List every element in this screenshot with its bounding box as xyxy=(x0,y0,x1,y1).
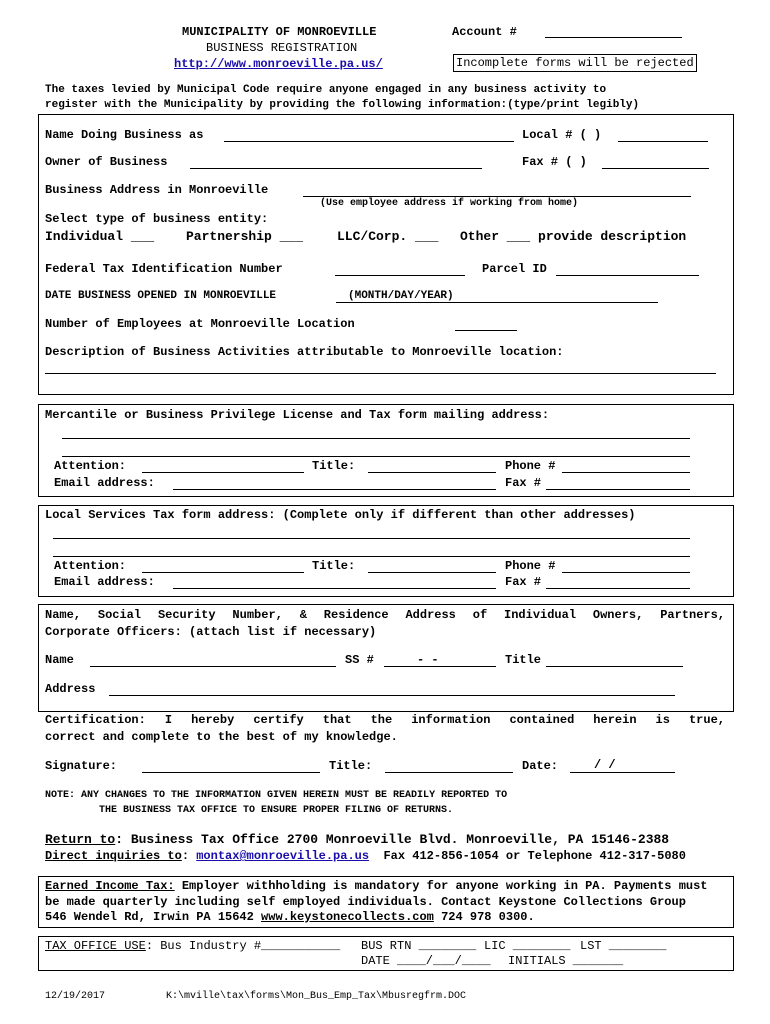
entity-individual-option[interactable]: Individual ___ xyxy=(45,229,155,244)
local-services-line-1[interactable] xyxy=(53,538,690,539)
fed-tax-id-label: Federal Tax Identification Number xyxy=(45,262,283,276)
owner-label: Owner of Business xyxy=(45,155,168,169)
title-label: Title: xyxy=(312,559,356,573)
attention-label: Attention: xyxy=(54,559,127,573)
owners-heading-line-1: Name, Social Security Number, & Residence Address of Individual Owners, Partners, xyxy=(45,608,725,622)
eit-line-3-phone: 724 978 0300. xyxy=(433,910,535,924)
entity-type-label: Select type of business entity: xyxy=(45,212,269,226)
employees-field[interactable] xyxy=(455,330,517,331)
owners-heading-line-2: Corporate Officers: (attach list if necessary) xyxy=(45,625,377,639)
return-to-address: : Business Tax Office 2700 Monroeville Blvd. Monroeville, PA 15146-2388 xyxy=(115,832,670,847)
ssn-label: SS # xyxy=(345,653,374,667)
cert-title-label: Title: xyxy=(329,759,373,773)
office-use-bus-rtn: BUS RTN ________ xyxy=(361,939,477,953)
note-line-2: THE BUSINESS TAX OFFICE TO ENSURE PROPER FILING OF RETURNS. xyxy=(99,805,454,816)
inquiries-contact: Fax 412-856-1054 or Telephone 412-317-5080 xyxy=(383,849,686,863)
date-opened-field[interactable] xyxy=(336,302,658,303)
account-field[interactable] xyxy=(545,37,682,38)
mailing-address-line-1[interactable] xyxy=(62,438,690,439)
eit-website-link[interactable]: www.keystonecollects.com xyxy=(261,910,434,924)
address-hint: (Use employee address if working from home) xyxy=(320,198,579,209)
attention-label: Attention: xyxy=(54,459,127,473)
ssn-field[interactable] xyxy=(384,666,496,667)
municipality-url-link[interactable]: http://www.monroeville.pa.us/ xyxy=(174,57,383,71)
eit-line-3 xyxy=(45,910,535,924)
email-field[interactable] xyxy=(173,588,496,589)
eit-line-3-address: 546 Wendel Rd, Irwin PA 15642 xyxy=(45,910,262,924)
eit-label: Earned Income Tax: xyxy=(45,879,175,893)
mailing-address-line-2[interactable] xyxy=(62,456,690,457)
phone-label: Phone # xyxy=(505,559,556,573)
employees-label: Number of Employees at Monroeville Location xyxy=(45,317,355,331)
description-label: Description of Business Activities attributable to Monroeville location: xyxy=(45,345,564,359)
owner-name-field[interactable] xyxy=(90,666,336,667)
email-label: Email address: xyxy=(54,575,155,589)
fax-label: Fax # xyxy=(505,476,542,490)
office-use-initials: INITIALS _______ xyxy=(508,954,624,968)
inquiries-label: Direct inquiries to xyxy=(45,849,182,863)
office-use-label: TAX OFFICE USE xyxy=(45,939,146,953)
entity-partnership-option[interactable]: Partnership ___ xyxy=(186,229,304,244)
email-field[interactable] xyxy=(173,489,496,490)
owner-title-label: Title xyxy=(505,653,542,667)
date-format-hint: (MONTH/DAY/YEAR) xyxy=(348,290,454,302)
entity-other-option[interactable]: Other ___ provide description xyxy=(460,229,687,244)
office-use-lst: LST ________ xyxy=(580,939,667,953)
business-address-label: Business Address in Monroeville xyxy=(45,183,269,197)
parcel-id-label: Parcel ID xyxy=(482,262,547,276)
email-label: Email address: xyxy=(54,476,155,490)
cert-title-field[interactable] xyxy=(385,772,513,773)
local-services-heading: Local Services Tax form address: (Complete only if different than other addresses) xyxy=(45,508,636,522)
owner-field[interactable] xyxy=(190,168,482,169)
date-opened-label: DATE BUSINESS OPENED IN MONROEVILLE xyxy=(45,290,277,302)
inquiries-email-link[interactable]: montax@monroeville.pa.us xyxy=(196,849,370,863)
fax-label: Fax # xyxy=(505,575,542,589)
eit-line-1 xyxy=(45,879,708,893)
return-to-line xyxy=(45,832,669,847)
attention-field[interactable] xyxy=(142,572,304,573)
local-phone-field[interactable] xyxy=(618,141,708,142)
incomplete-warning: Incomplete forms will be rejected xyxy=(453,54,697,72)
local-phone-label: Local # ( ) xyxy=(522,128,602,142)
intro-line-2: register with the Municipality by providing the following information:(type/print legibly) xyxy=(45,99,640,111)
inquiries-line xyxy=(45,849,686,863)
certification-line-2: correct and complete to the best of my knowledge. xyxy=(45,730,398,744)
phone-field[interactable] xyxy=(562,572,690,573)
eit-line-2: be made quarterly including self employed individuals. Contact Keystone Collections Group xyxy=(45,895,686,909)
name-doing-business-field[interactable] xyxy=(224,141,514,142)
certification-line-1: Certification: I hereby certify that the information contained herein is true, xyxy=(45,713,725,727)
eit-line-1-text: Employer withholding is mandatory for anyone working in PA. Payments must xyxy=(174,879,708,893)
entity-llc-option[interactable]: LLC/Corp. ___ xyxy=(337,229,439,244)
phone-field[interactable] xyxy=(562,472,690,473)
name-doing-business-label: Name Doing Business as xyxy=(45,128,204,142)
cert-date-label: Date: xyxy=(522,759,559,773)
office-use-date: DATE ____/___/____ xyxy=(361,954,491,968)
local-services-line-2[interactable] xyxy=(53,556,690,557)
fax-label: Fax # ( ) xyxy=(522,155,587,169)
footer-file-path: K:\mville\tax\forms\Mon_Bus_Emp_Tax\Mbusregfrm.DOC xyxy=(166,991,467,1002)
owner-address-label: Address xyxy=(45,682,96,696)
form-subtitle: BUSINESS REGISTRATION xyxy=(206,41,358,55)
title-field[interactable] xyxy=(368,572,496,573)
owner-address-field[interactable] xyxy=(109,695,675,696)
title-label: Title: xyxy=(312,459,356,473)
fax-field[interactable] xyxy=(546,588,690,589)
return-to-label: Return to xyxy=(45,832,116,847)
business-address-field[interactable] xyxy=(303,196,691,197)
office-use-lic: LIC ________ xyxy=(484,939,571,953)
note-line-1: NOTE: ANY CHANGES TO THE INFORMATION GIVEN HEREIN MUST BE READILY REPORTED TO xyxy=(45,790,508,801)
title-field[interactable] xyxy=(368,472,496,473)
office-use-line xyxy=(45,939,340,953)
description-field[interactable] xyxy=(45,373,716,374)
fed-tax-id-field[interactable] xyxy=(335,275,465,276)
inquiries-colon: : xyxy=(181,849,197,863)
signature-label: Signature: xyxy=(45,759,118,773)
cert-date-field[interactable] xyxy=(570,772,675,773)
ssn-dashes: - - xyxy=(417,653,439,667)
parcel-id-field[interactable] xyxy=(556,275,699,276)
fax-field[interactable] xyxy=(602,168,709,169)
account-label: Account # xyxy=(452,25,517,39)
footer-date: 12/19/2017 xyxy=(45,991,106,1002)
phone-label: Phone # xyxy=(505,459,556,473)
cert-date-slashes: / / xyxy=(594,758,616,772)
owner-name-label: Name xyxy=(45,653,74,667)
fax-field[interactable] xyxy=(546,489,690,490)
owner-title-field[interactable] xyxy=(546,666,683,667)
attention-field[interactable] xyxy=(142,472,304,473)
municipality-title: MUNICIPALITY OF MONROEVILLE xyxy=(182,25,377,39)
office-use-industry: : Bus Industry #___________ xyxy=(145,939,341,953)
intro-line-1: The taxes levied by Municipal Code require anyone engaged in any business activity to xyxy=(45,84,607,96)
mailing-address-heading: Mercantile or Business Privilege License and Tax form mailing address: xyxy=(45,408,550,422)
signature-field[interactable] xyxy=(142,772,320,773)
